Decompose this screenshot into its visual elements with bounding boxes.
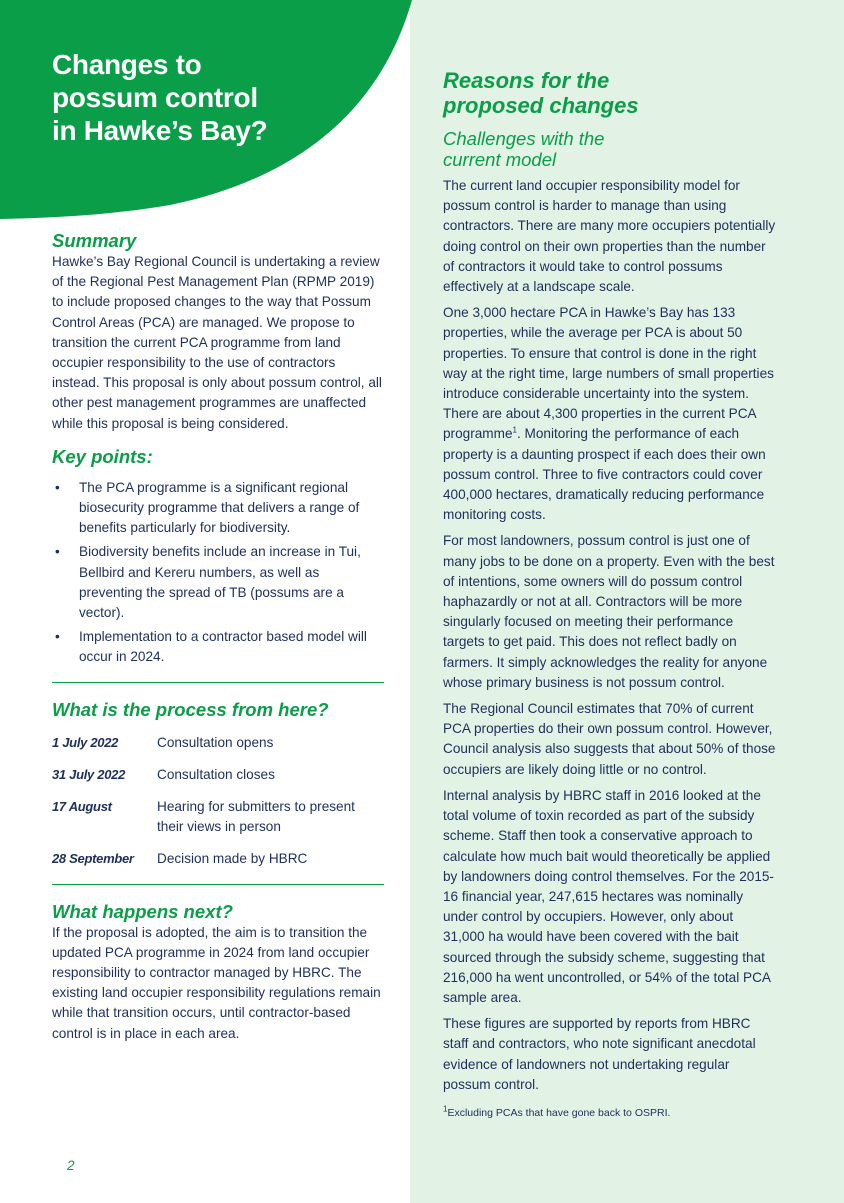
reasons-heading-line-1: Reasons for the [443,68,610,93]
timeline-date: 17 August [52,799,112,815]
timeline-description: Consultation closes [157,766,275,782]
process-heading: What is the process from here? [52,698,329,720]
list-item-text: Biodiversity benefits include an increase in Tui, Bellbird and Kereru numbers, as well as preventing the spread of TB (possums are a vector). [79,544,361,621]
paragraph: Internal analysis by HBRC staff in 2016 looked at the total volume of toxin recorded as part of the subsidy scheme. Staff then took a conservative approach to calculate how much bait would theoretically be applied by landowners doing control themselves. For the 2015-16 financial year, 247,615 hectares was nominally under control by occupiers. However, only about 31,000 ha would have been covered with the bait sourced through the subsidy scheme, suggesting that 216,000 ha went uncontrolled, or 54% of the total PCA sample area. [443,787,774,1005]
left-column [52,228,384,1044]
footnote-marker: 1 [512,425,517,435]
next-steps-heading: What happens next? [52,900,233,922]
timeline-row [52,765,384,785]
paragraph-text: One 3,000 hectare PCA in Hawke’s Bay has 133 properties, while the average per PCA is about 50 properties. To ensure that control is done in the right way at the right time, large numbers of small properties introduce considerable uncertainty into the system. There are about 4,300 properties in the current PCA programme [443,305,774,442]
bullet: • [55,629,60,645]
page-title [52,48,267,147]
challenges-line-1: Challenges with the [443,128,605,149]
list-item [52,627,384,667]
timeline-description: Consultation opens [157,734,274,750]
paragraph [443,303,777,525]
divider [52,682,384,683]
challenges-line-2: current model [443,149,557,170]
summary-heading: Summary [52,230,137,251]
next-steps-text: If the proposal is adopted, the aim is to transition the updated PCA programme in 2024 from land occupier responsibility to contractor managed by HBRC. The existing land occupier responsibility regulations remain while that transition occurs, until contractor-based control is in place in each area. [52,924,381,1041]
paragraph: For most landowners, possum control is just one of many jobs to be done on a property. Even with the best of intentions, some owners will do possum control haphazardly or not at all. Contractors will be more singularly focused on meeting their performance targets to get paid. This does not reflect badly on farmers. It simply acknowledges the reality for anyone whose primary business is not possum control. [443,533,775,690]
timeline-date: 28 September [52,851,134,867]
divider [52,884,384,885]
timeline-row [52,797,384,837]
right-column [443,68,777,1119]
footnote-text: Excluding PCAs that have gone back to OSPRI. [447,1106,671,1119]
title-line-1: Changes to [52,49,202,80]
list-item-text: The PCA programme is a significant regional biosecurity programme that delivers a range of benefits particularly for biodiversity. [79,479,360,536]
paragraph: The current land occupier responsibility model for possum control is harder to manage than using contractors. There are many more occupiers potentially doing control on their own properties than the number of contractors it would take to control possums effectively at a landscape scale. [443,178,776,295]
key-points-list [52,478,384,668]
title-line-2: possum control [52,82,258,113]
list-item-text: Implementation to a contractor based model will occur in 2024. [79,629,367,665]
paragraph: These figures are supported by reports from HBRC staff and contractors, who note significant anecdotal evidence of landowners not undertaking regular possum control. [443,1016,756,1092]
paragraph-text: . Monitoring the performance of each property is a daunting prospect if each does their own possum control. Three to five contractors could cover 400,000 hectares, dramatically reducing performance monitoring costs. [443,426,766,523]
challenges-subheading [443,128,777,170]
list-item [52,478,384,539]
footnote-number: 1 [443,1104,448,1114]
summary-text: Hawke’s Bay Regional Council is undertaking a review of the Regional Pest Management Plan (RPMP 2019) to include proposed changes to the way that Possum Control Areas (PCA) are managed. We propose to transition the current PCA programme from land occupier responsibility to the use of contractors instead. This proposal is only about possum control, all other pest management programmes are unaffected while this proposal is being considered. [52,254,382,431]
title-line-3: in Hawke’s Bay? [52,115,268,146]
footnote [443,1104,777,1119]
timeline-description: Decision made by HBRC [157,851,308,867]
timeline-date: 1 July 2022 [52,734,119,750]
reasons-heading [443,68,777,118]
process-timeline [52,733,384,870]
reasons-heading-line-2: proposed changes [443,93,639,118]
paragraph: The Regional Council estimates that 70% of current PCA properties do their own possum control. However, Council analysis also suggests that about 50% of those occupiers are likely doing little or no control. [443,701,776,777]
timeline-description: Hearing for submitters to present their views in person [157,799,355,835]
timeline-row [52,733,384,753]
timeline-row [52,849,384,869]
page-number: 2 [67,1158,75,1173]
list-item [52,542,384,623]
bullet: • [55,544,60,560]
bullet: • [55,479,60,495]
key-points-heading: Key points: [52,445,153,467]
timeline-date: 31 July 2022 [52,766,126,782]
